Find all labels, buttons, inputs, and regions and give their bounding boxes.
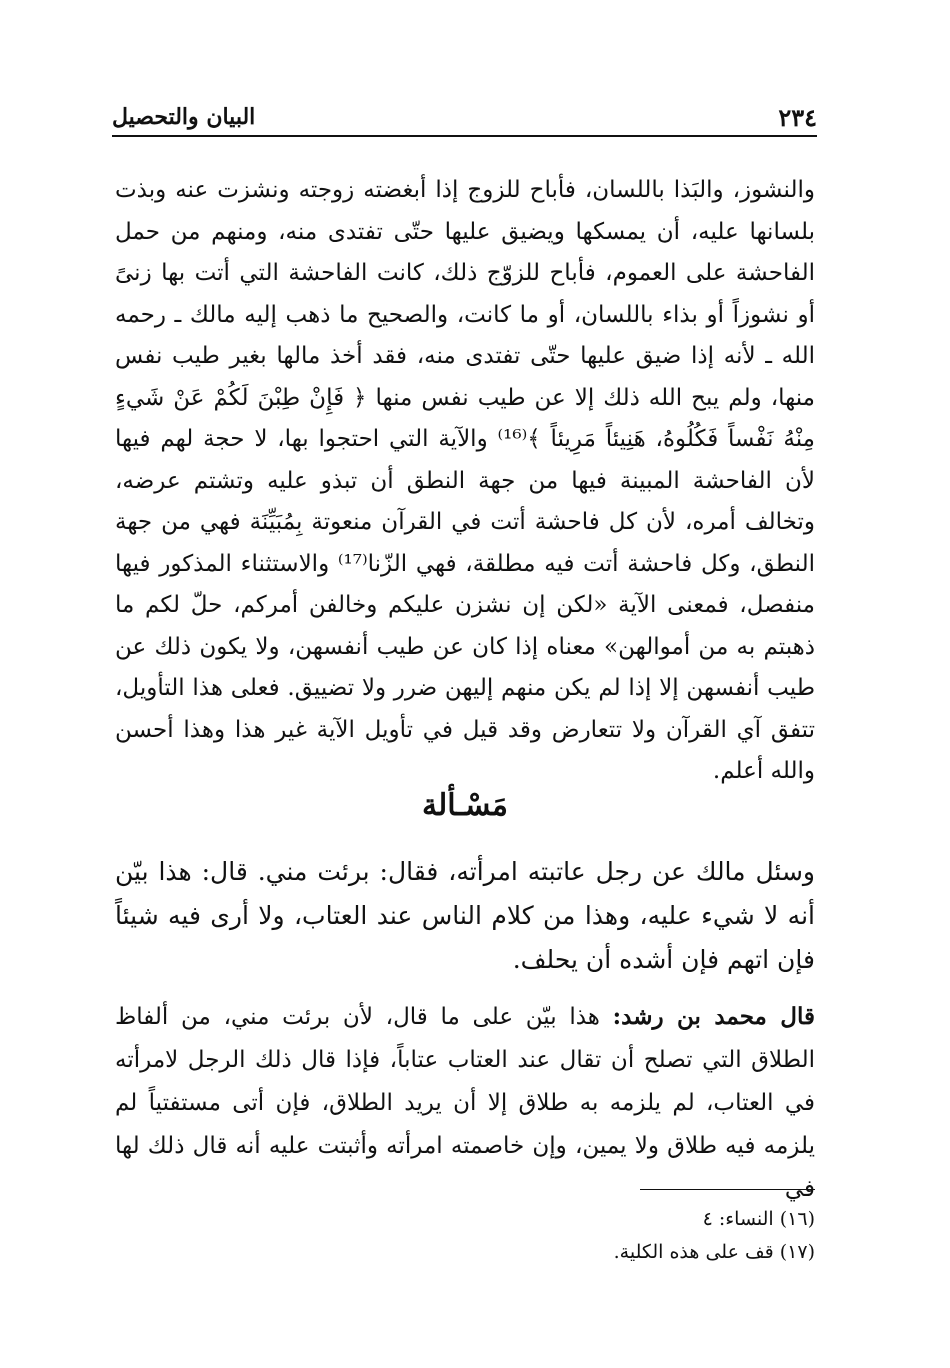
paragraph-3 [115,995,815,1211]
header-rule [112,135,817,137]
book-title: البيان والتحصيل [112,104,256,130]
paragraph-3-lead: قال محمد بن رشد: [612,1003,815,1030]
footnote-16: (١٦) النساء: ٤ [702,1208,815,1230]
page-number: ٢٣٤ [778,102,817,132]
paragraph-3-text: هذا بيّن على ما قال، لأن برئت مني، من ألفاظ الطلاق التي تصلح أن تقال عند العتاب عتاباً، فإذا قال ذلك الرجل لامرأته في العتاب، لم يلزمه به طلاق إلا أن يريد الطلاق، فإن أتى مستفتياً لم يلزمه فيه طلاق ولا يمين، وإن خاصمته امرأته وأثبتت عليه أنه قال ذلك لها في [115,1004,815,1202]
paragraph-2: وسئل مالك عن رجل عاتبته امرأته، فقال: برئت مني. قال: هذا بيّن أنه لا شيء عليه، وهذا من كلام الناس عند العتاب، ولا أرى فيه شيئاً فإن اتهم فإن أشده أن يحلف. [115,857,815,974]
paragraph-1: والنشوز، والبَذا باللسان، فأباح للزوج إذا أبغضته زوجته ونشزت عنه وبذت بلسانها عليه، أن يمسكها ويضيق عليها حتّى تفتدى منه، ومنهم من حمل الفاحشة على العموم، فأباح للزوّج ذلك، كانت الفاحشة التي أتت بها زنىً أو نشوزاً أو بذاء باللسان، أو ما كانت، والصحيح ما ذهب إليه مالك ـ رحمه الله ـ لأنه إذا ضيق عليها حتّى تفتدى منه، فقد أخذ مالها بغير طيب نفس منها، ولم يبح الله ذلك إلا عن طيب نفس منها ﴿ فَإِنْ طِبْنَ لَكُمْ عَنْ شَيءٍ مِنْهُ نَفْساً فَكُلُوهُ، هَنِيئاً مَرِيئاً ﴾⁽¹⁶⁾ والآية التي احتجوا بها، لا حجة لهم فيها لأن الفاحشة المبينة فيها من جهة النطق أن تبذو عليه وتشتم عرضه، وتخالف أمره، لأن كل فاحشة أتت في القرآن منعوتة بِمُبَيِّنَة فهي من جهة النطق، وكل فاحشة أتت فيه مطلقة، فهي الزّنا⁽¹⁷⁾ والاستثناء المذكور فيها منفصل، فمعنى الآية «لكن إن نشزن عليكم وخالفن أمركم، حلّ لكم ما ذهبتم به من أموالهن» معناه إذا كان عن طيب أنفسهن، ولا يكون ذلك عن طيب أنفسهن إلا إذا لم يكن منهم إليهن ضرر ولا تضييق. فعلى هذا التأويل، تتفق آي القرآن ولا تتعارض وقد قيل في تأويل الآية غير هذا وهذا أحسن والله أعلم. [115,177,815,784]
section-heading: مَسْـألة [422,788,508,823]
footnotes [115,1203,815,1269]
page-header [112,98,817,136]
footnote-17: (١٧) قف على هذه الكلية. [613,1241,815,1263]
footnote-rule [640,1189,815,1190]
